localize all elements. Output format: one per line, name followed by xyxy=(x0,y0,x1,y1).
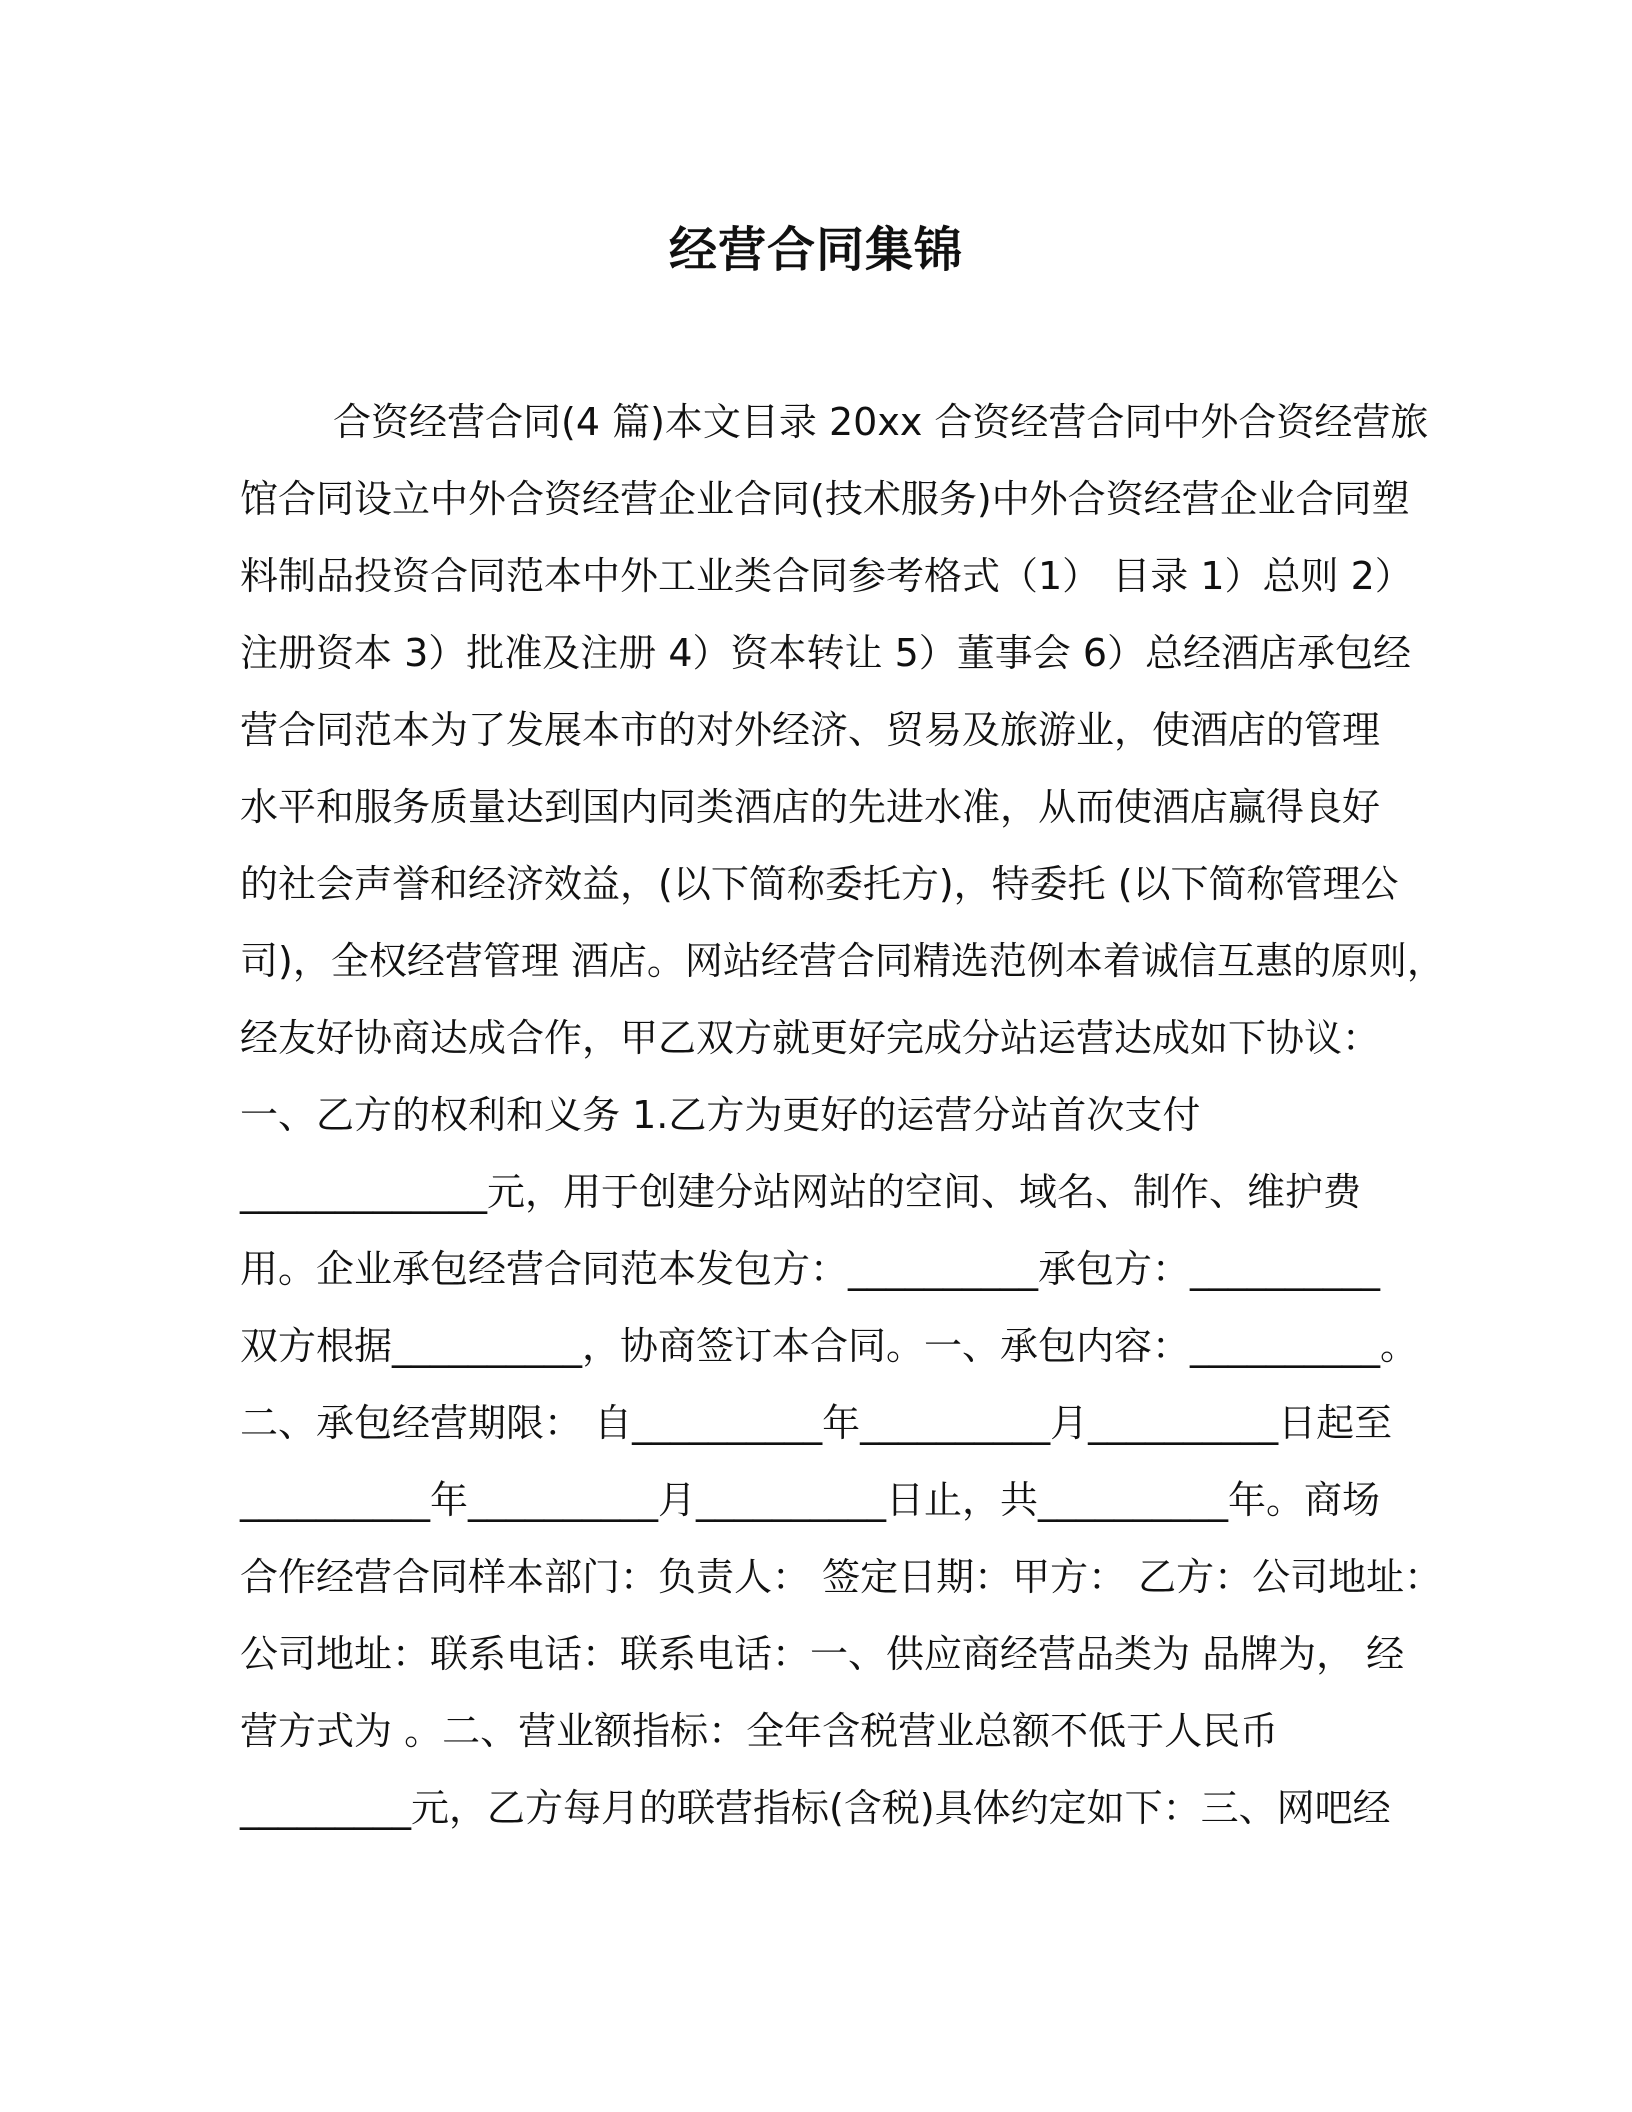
body-line: 料制品投资合同范本中外工业类合同参考格式（1） 目录 1）总则 2） xyxy=(240,554,1413,598)
body-line: 馆合同设立中外合资经营企业合同(技术服务)中外合资经营企业合同塑 xyxy=(240,477,1410,521)
body-line: 一、乙方的权利和义务 1.乙方为更好的运营分站首次支付 xyxy=(240,1093,1201,1137)
body-line: 合资经营合同(4 篇)本文目录 20xx 合资经营合同中外合资经营旅 xyxy=(333,400,1429,444)
body-line: 二、承包经营期限： 自__________年__________月__________日起至 xyxy=(240,1401,1393,1445)
body-line: 营方式为 。二、营业额指标：全年含税营业总额不低于人民币 xyxy=(240,1709,1279,1753)
body-line: 用。企业承包经营合同范本发包方：__________承包方：__________ xyxy=(240,1247,1381,1291)
body-line: 双方根据__________，协商签订本合同。一、承包内容：__________。 xyxy=(240,1324,1419,1368)
body-line: 经友好协商达成合作，甲乙双方就更好完成分站运营达成如下协议： xyxy=(240,1016,1381,1060)
body-line: 注册资本 3）批准及注册 4）资本转让 5）董事会 6）总经酒店承包经 xyxy=(240,631,1412,675)
body-line: 合作经营合同样本部门：负责人： 签定日期：甲方： 乙方：公司地址： xyxy=(240,1555,1443,1599)
body-line: __________年__________月__________日止，共__________年。商场 xyxy=(240,1478,1381,1522)
document-body xyxy=(240,390,1445,1853)
body-line: _________元，乙方每月的联营指标(含税)具体约定如下：三、网吧经 xyxy=(240,1786,1391,1830)
body-line: 营合同范本为了发展本市的对外经济、贸易及旅游业，使酒店的管理 xyxy=(240,708,1381,752)
body-line: 水平和服务质量达到国内同类酒店的先进水准，从而使酒店赢得良好 xyxy=(240,785,1381,829)
body-line: 司)，全权经营管理 酒店。网站经营合同精选范例本着诚信互惠的原则， xyxy=(240,939,1445,983)
body-line: _____________元，用于创建分站网站的空间、域名、制作、维护费 xyxy=(240,1170,1362,1214)
document-title: 经营合同集锦 xyxy=(668,222,963,278)
body-line: 公司地址：联系电话：联系电话：一、供应商经营品类为 品牌为， 经 xyxy=(240,1632,1405,1676)
body-line: 的社会声誉和经济效益，(以下简称委托方)，特委托 (以下简称管理公 xyxy=(240,862,1399,906)
